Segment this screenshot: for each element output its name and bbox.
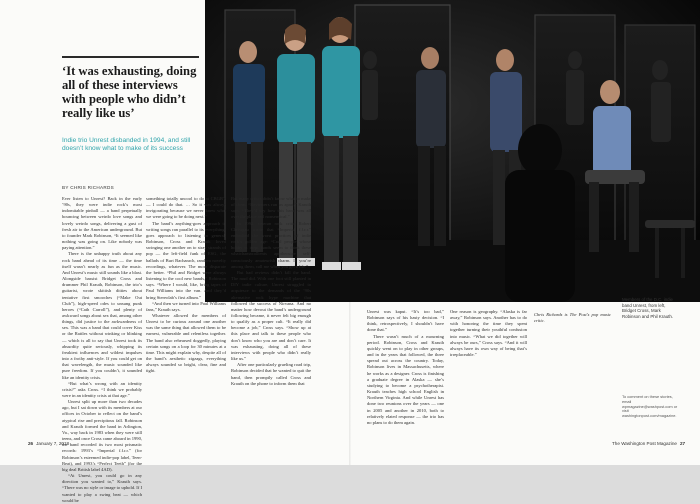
body-column-1 bbox=[62, 196, 142, 504]
article-deck: Indie trio Unrest disbanded in 1994, and still doesn’t know what to make of its success bbox=[62, 137, 191, 153]
paragraph: Whatever allowed the members of Unrest to be curious around one another was the same thing that allowed them to be earnest, vulnerable and relentless together. The band also rehearsed doggedly, playing certain songs on a loop for 30 minutes at a time. This might explain why, despite all of the band’s aesthetic zigzags, everything always sounded so bright, clear, fine and tight. bbox=[146, 312, 226, 374]
page-number-right: 27 bbox=[679, 441, 686, 446]
body-column-5 bbox=[450, 309, 527, 358]
paragraph: Unrest split up more than two decades ago, but I sat down with its members at our offices in October to reflect on the band’s atypical rise and precipitous fall. Robinson and Krauth formed the band in Arlington, Va., way back in 1983 when they were still teens, and once Cross came aboard in 1990, the band recorded its two most prismatic records: 1993’s “Imperial f.f.r.r.” (for Robinson’s esteemed indie-pop label, Teen-Beat), and 1993’s “Perfect Teeth” (for the big deal British label 4AD). bbox=[62, 399, 142, 472]
publication-name: The Washington Post Magazine bbox=[612, 441, 677, 446]
paragraph: “And then we turned into Paul Williams fans,” Krauth says. bbox=[146, 300, 226, 312]
article-byline: BY CHRIS RICHARDS bbox=[62, 185, 114, 190]
paragraph: But bad reviews didn’t kill the band. The mud did. With one foot still planted in DIY indie culture, Unrest struggled to acquiesce to the demands of the ’90s alternative rock hype machine that followed the success of Nirvana. And no matter how devout the band’s underground following became, it never felt big enough to qualify as a proper cult. “It really did become a job,” Cross says. “Show up at this place and talk to these people who don’t know who you are and don’t care. It was exhausting, doing all of these interviews with people who didn’t really like us.” bbox=[231, 269, 311, 362]
body-column-4 bbox=[367, 309, 444, 426]
folio-right bbox=[612, 441, 685, 446]
author-bio: Chris Richards is The Post’s pop music critic. bbox=[534, 312, 611, 324]
paragraph: There is the unhappy truth about any rock band ahead of its time — the time itself wasn’t nearly as fun as the music. And Unrest’s music still sounds like a blast. Alongside bassist Bridget Cross and drummer Phil Krauth, Robinson, the trio’s guitarist, wrote skittish ditties about tentative first smooches (“Make Out Club”), high-speed odes to unsung punk heroes (“Cath Carroll”), and plenty of awkward songs about sex that, among other things, did justice to the awkwardness of sex. This was a band that could cover Kiss or the Rattles without winking or blinking — which is all to say that Unrest took its absurdity quite seriously, whipping its freakiest influences and wildest impulses into a frothy anti-style. If you could get on that wavelength, the music sounded like pure freedom. If you couldn’t, it sounded like an identity crisis. bbox=[62, 251, 142, 380]
paragraph: In 1992, veteran rock critic Robert Christgau wrote that “Imperial f.f.r.r.” embodied the worst practices of indie rock’s golden age: “Cool people whose hobby is inept bands seem to think these whatchamacallients apotheosize self-consciously amateurish charm. If you’re among them, call me when you get a life.” bbox=[231, 220, 311, 269]
article-headline: ‘It was exhausting, doing all of these interviews with people who didn’t really like us’ bbox=[62, 64, 197, 120]
paragraph: After one particularly grueling road trip, Robinson decided that he wanted to quit the band, then promptly called Cross and Krauth on the phone to inform them that bbox=[231, 362, 311, 386]
paragraph: One reason is geography. “Alaska is far away,” Robinson says. Another has to do with honoring the time they spent together turning their youthful confusion into music. “What we did together will always be ours,” Cross says. “And it will always have its own way of being that’s irreplaceable.” bbox=[450, 309, 527, 358]
body-column-2 bbox=[146, 196, 226, 375]
paragraph: “At Unrest, you could go in any direction you wanted to,” Krauth says. “There was no style or image to uphold. If I wanted to play a swing beat — which would be bbox=[62, 473, 142, 503]
comment-note: To comment on these stories, email wpmagazine@washpost.com or visit washingtonpost.com/magazine. bbox=[622, 394, 678, 419]
body-column-3 bbox=[231, 196, 311, 387]
issue-date: January 7, 2018 bbox=[36, 441, 70, 446]
body-column-6 bbox=[534, 309, 611, 324]
paragraph: But many critics didn’t know what to make of them. “Reviewers run us apart,” Krauth says. “They’d say how this band was all over the place and nonsensical.” bbox=[231, 196, 311, 220]
paragraph: There wasn’t much of a mourning period. Robinson, Cross and Krauth quickly went on to play in other groups, and in the years that followed, the three spread out across the country. Today, Robinson lives in Massachusetts, where he works as a designer. Cross is finishing a graduate degree in Alaska — she’s studying to become a psychotherapist. Krauth teaches high school English in Northern Virginia. And while Unrest has done two reunions over the years — one in 2005 and another in 2010, both to relatively elated response — the trio has no plans to do them again. bbox=[367, 333, 444, 425]
page-number-left: 26 bbox=[28, 441, 34, 446]
headline-rule bbox=[62, 56, 199, 58]
folio-left bbox=[28, 441, 69, 446]
photo-caption: Members of the D.C. indie band Unrest, from left, Bridget Cross, Mark Robinson and Phil Krauth. bbox=[622, 297, 674, 319]
paragraph: Unrest was kaput. “It’s too bad,” Robinson says of his hasty decision. “I think, retrospectively, I shouldn’t have done that.” bbox=[367, 309, 444, 333]
paragraph: Ever listen to Unrest? Back in the early ’90s, they were indie rock’s most indomitable pinball — a band perpetually bouncing between weirdo love songs and lovely weirdo songs, delivering a gust of fresh air to the American underground. But to founder Mark Robinson, “It seemed like nothing was going on. Like nobody was paying attention.” bbox=[62, 196, 142, 251]
paragraph: something totally uncool to do at CBGB’s — I could do that. … So it was always invigorating because we never knew what we were going to be doing next.” bbox=[146, 196, 226, 220]
paragraph: “But what’s wrong with an identity crisis?” asks Cross. “I think we probably were in an identity crisis at that age.” bbox=[62, 380, 142, 398]
paragraph: The band’s anything-goes approach to writing songs ran parallel to its everything-goes approach to listening in general. Robinson, Cross and Krauth loved swinging one another on to stray strands of pop — the left-field funk of ESG, the ballads of Burt Bacharach, random novelty recordings, whatever. The more disparate the better. “Phil and Bridget were always listening to the cool new bands,” Robinson says. “Where I would, like, bring tapes of Paul Williams into the van. And they’d bring Stereolab’s first album.” bbox=[146, 220, 226, 300]
